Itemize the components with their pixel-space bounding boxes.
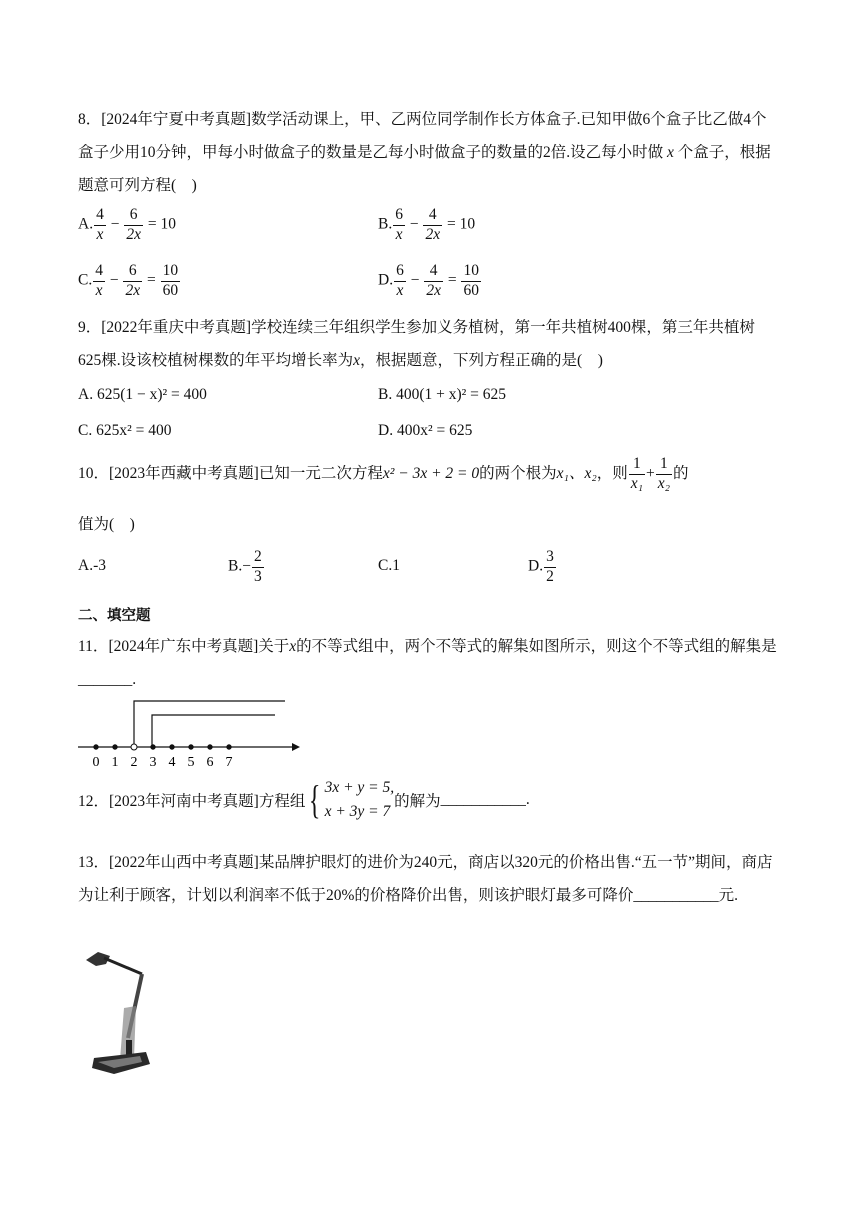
- q10-source: [2023年西藏中考真题]: [109, 465, 259, 482]
- q9-option-d: D. 400x² = 625: [378, 422, 473, 439]
- question-8: [78, 103, 778, 202]
- q10-equation: x² − 3x + 2 = 0: [382, 465, 480, 482]
- q13-blank[interactable]: ___________: [633, 887, 719, 904]
- q9-option-c: C. 625x² = 400: [78, 422, 172, 439]
- q11-source: [2024年广东中考真题]: [108, 638, 259, 655]
- q12-source: [2023年河南中考真题]: [109, 793, 259, 810]
- q9-source: [2022年重庆中考真题]: [101, 319, 252, 336]
- q8-option-d: D. $\frac{6}{x}$ − $\frac{4}{2x}$ = $\frac{10}{60}$: [378, 262, 479, 299]
- q10-text-5: 值为( ): [78, 516, 135, 533]
- number-line-point: [227, 745, 231, 749]
- question-11: 11．[2024年广东中考真题]关于x的不等式组中，两个不等式的解集如图所示，则这个不等式组的解集是_______.: [78, 638, 777, 688]
- number-line-point: [189, 745, 193, 749]
- number-line-tick-label: 3: [149, 755, 157, 770]
- number-line-point: [208, 745, 212, 749]
- number-line-point: [94, 745, 98, 749]
- q8-var: x: [667, 144, 674, 161]
- q12-blank[interactable]: ___________.: [440, 791, 530, 808]
- number-line-tick-label: 0: [92, 755, 100, 770]
- question-13: 13．[2022年山西中考真题]某品牌护眼灯的进价为240元，商店以320元的价格出售.“五一节”期间，商店为让利于顾客，计划以利润率不低于20%的价格降价出售，则该护眼灯最多可降价___________元.: [78, 854, 773, 904]
- q8-text-2: 个盒子，根据题意可列方程( ): [78, 144, 771, 194]
- number-line-tick-label: 1: [111, 755, 119, 770]
- number-line-point: [113, 745, 117, 749]
- number-line-tick-label: 4: [168, 755, 176, 770]
- number-line-tick-label: 6: [206, 755, 214, 770]
- q8-text-1: 数学活动课上，甲、乙两位同学制作长方体盒子.已知甲做6个盒子比乙做4个盒子少用10分钟，甲每小时做盒子的数量是乙每小时做盒子的数量的2倍.设乙每小时做: [78, 111, 767, 161]
- q10-option-b: B.− $\frac{2}{3}$: [228, 548, 262, 585]
- q8-option-a: A. $\frac{4}{x}$ − $\frac{6}{2x}$ = 10: [78, 206, 176, 243]
- question-12: 12．[2023年河南中考真题]方程组{ 3x + y = 5, x + 3y = 7 的解为___________.: [78, 777, 530, 822]
- number-line-figure: [70, 695, 310, 770]
- q10-option-a: A.-3: [78, 557, 106, 574]
- number-line-tick-label: 7: [225, 755, 233, 770]
- q10-option-d: D. $\frac{3}{2}$: [528, 548, 554, 585]
- number-line-point: [170, 745, 174, 749]
- question-9: 9．[2022年重庆中考真题]学校连续三年组织学生参加义务植树，第一年共植树400棵，第三年共植树625棵.设该校植树棵数的年平均增长率为x，根据题意，下列方程正确的是( ): [78, 319, 755, 369]
- left-brace-icon: {: [309, 777, 321, 822]
- q8-number: 8．: [78, 111, 102, 128]
- q8-option-b: B. $\frac{6}{x}$ − $\frac{4}{2x}$ = 10: [378, 206, 476, 243]
- desk-lamp-image: [80, 948, 160, 1080]
- section-title: 二、填空题: [78, 608, 151, 624]
- number-line-point: [131, 744, 137, 750]
- q11-blank[interactable]: _______.: [78, 671, 137, 688]
- number-line-tick-label: 5: [187, 755, 195, 770]
- q8-source: [2024年宁夏中考真题]: [101, 111, 252, 128]
- q9-option-a: A. 625(1 − x)² = 400: [78, 386, 207, 403]
- q13-source: [2022年山西中考真题]: [109, 854, 259, 871]
- q10-option-c: C.1: [378, 557, 400, 574]
- number-line-point: [151, 745, 155, 749]
- q9-option-b: B. 400(1 + x)² = 625: [378, 386, 507, 403]
- number-line-tick-label: 2: [130, 755, 138, 770]
- question-10: 10．[2023年西藏中考真题]已知一元二次方程x² − 3x + 2 = 0的两个根为x₁、x₂，则 $\frac{1}{\text{x₁}}$ + $\frac{1}{\text{x₂}}$ 的: [78, 455, 689, 492]
- q8-option-c: C. $\frac{4}{x}$ − $\frac{6}{2x}$ = $\frac{10}{60}$: [78, 262, 179, 299]
